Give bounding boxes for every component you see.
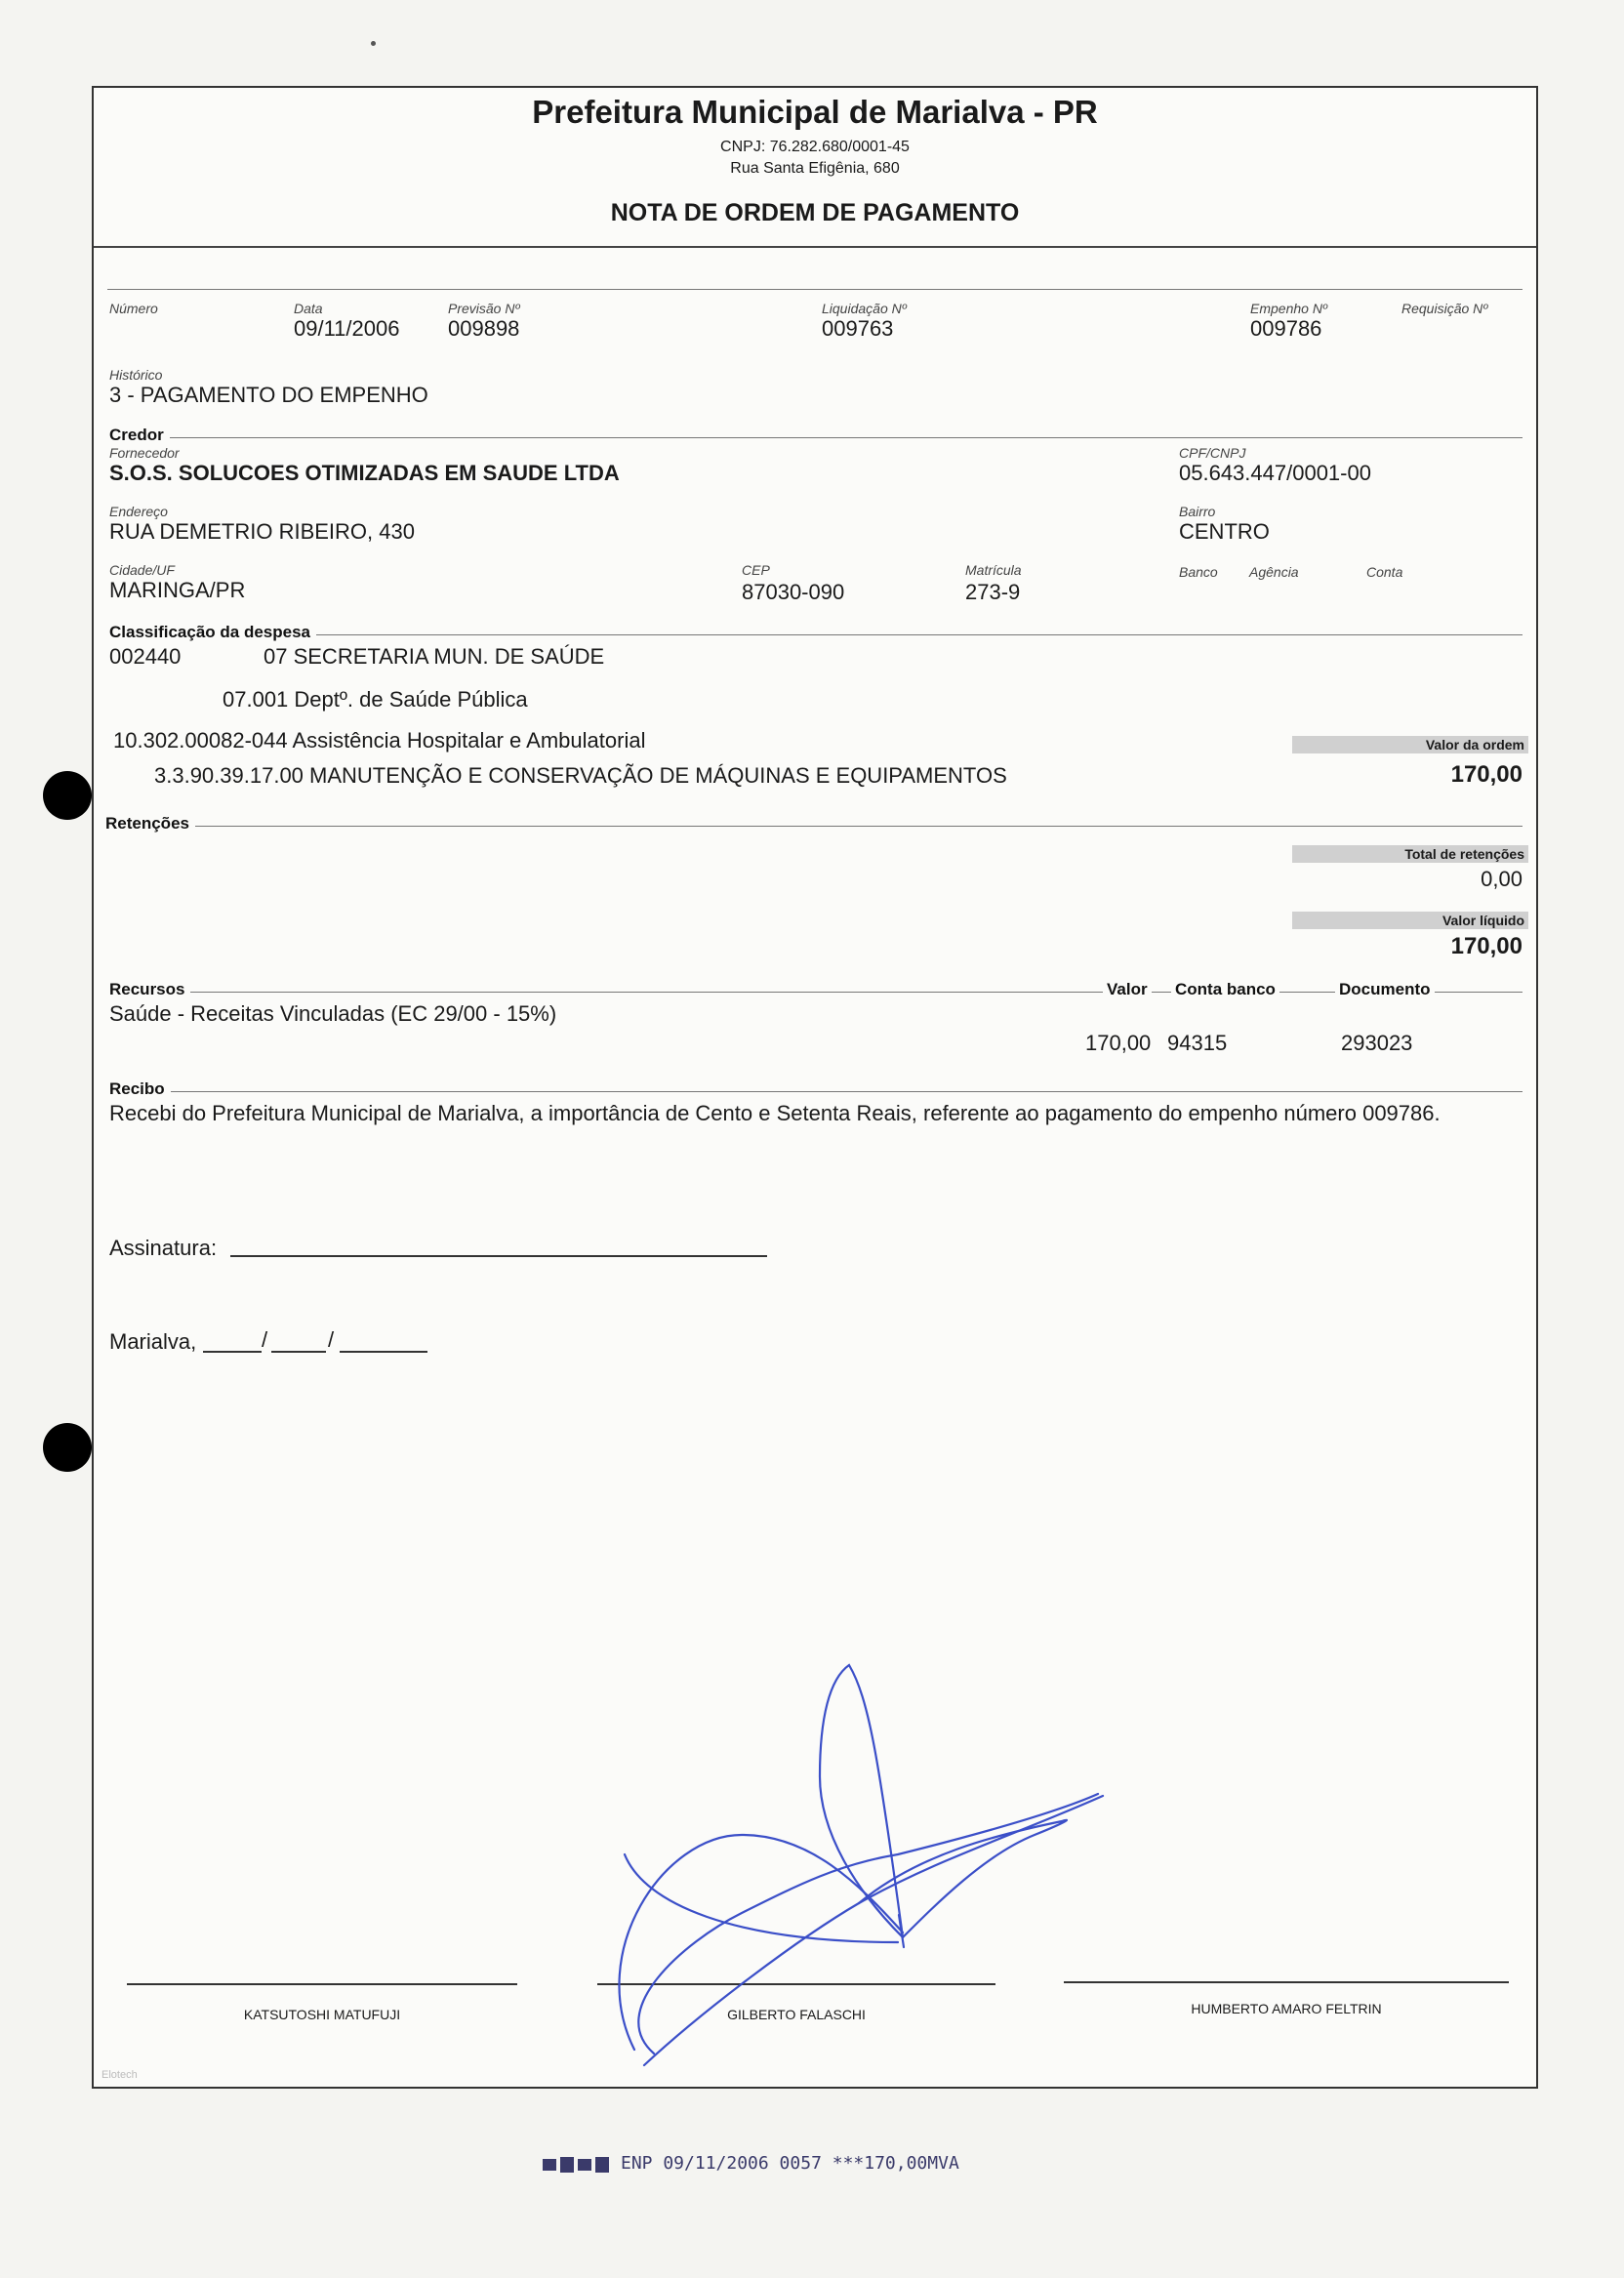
- matricula-label: Matrícula: [965, 562, 1022, 578]
- signatory-3-name: HUMBERTO AMARO FELTRIN: [1191, 2001, 1382, 2016]
- recursos-section-title: Recursos: [109, 980, 190, 999]
- recibo-section-title: Recibo: [109, 1079, 171, 1099]
- historico-value: 3 - PAGAMENTO DO EMPENHO: [109, 383, 428, 407]
- bairro-label: Bairro: [1179, 504, 1216, 519]
- signatory-2-name: GILBERTO FALASCHI: [727, 2007, 866, 2022]
- bank-stamp-text: ENP 09/11/2006 0057 ***170,00MVA: [621, 2153, 959, 2174]
- total-retencoes-label: Total de retenções: [1292, 845, 1528, 863]
- valor-liquido-label: Valor líquido: [1292, 912, 1528, 929]
- recursos-valor-header: Valor: [1103, 980, 1152, 999]
- recibo-text: Recebi do Prefeitura Municipal de Marialva, a importância de Cento e Setenta Reais, referente ao pagamento do empenho número 009786.: [109, 1101, 1441, 1125]
- conta-label: Conta: [1366, 564, 1403, 580]
- bairro-value: CENTRO: [1179, 519, 1270, 544]
- classificacao-section-title: Classificação da despesa: [109, 623, 316, 642]
- cep-value: 87030-090: [742, 580, 845, 604]
- numero-label: Número: [109, 301, 158, 316]
- recursos-conta-header: Conta banco: [1171, 980, 1279, 999]
- recursos-conta: 94315: [1167, 1031, 1228, 1055]
- empenho-value: 009786: [1250, 316, 1322, 341]
- requisicao-label: Requisição Nº: [1401, 301, 1488, 316]
- total-retencoes-value: 0,00: [1481, 867, 1522, 891]
- banco-label: Banco: [1179, 564, 1218, 580]
- date-slash-1: /: [262, 1327, 268, 1352]
- header-address: Rua Santa Efigênia, 680: [730, 160, 900, 177]
- agencia-label: Agência: [1249, 564, 1299, 580]
- cep-label: CEP: [742, 562, 770, 578]
- endereco-label: Endereço: [109, 504, 168, 519]
- valor-ordem-label: Valor da ordem: [1292, 736, 1528, 753]
- assinatura-label: Assinatura:: [109, 1236, 218, 1260]
- liquidacao-label: Liquidação Nº: [822, 301, 907, 316]
- classificacao-secretaria: 07 SECRETARIA MUN. DE SAÚDE: [264, 644, 605, 669]
- valor-ordem-value: 170,00: [1450, 761, 1522, 788]
- data-value: 09/11/2006: [294, 316, 400, 341]
- classificacao-departamento: 07.001 Deptº. de Saúde Pública: [223, 687, 528, 712]
- retencoes-section-title: Retenções: [105, 814, 195, 834]
- signatory-1-name: KATSUTOSHI MATUFUJI: [243, 2007, 401, 2022]
- classificacao-code: 002440: [109, 644, 182, 669]
- document-type-title: NOTA DE ORDEM DE PAGAMENTO: [610, 199, 1020, 226]
- cidade-value: MARINGA/PR: [109, 578, 246, 602]
- fornecedor-value: S.O.S. SOLUCOES OTIMIZADAS EM SAUDE LTDA: [109, 461, 620, 485]
- previsao-label: Previsão Nº: [448, 301, 520, 316]
- empenho-label: Empenho Nº: [1250, 301, 1328, 316]
- date-slash-2: /: [328, 1327, 335, 1352]
- credor-section-title: Credor: [109, 426, 170, 445]
- matricula-value: 273-9: [965, 580, 1021, 604]
- local-label: Marialva,: [109, 1329, 197, 1354]
- data-label: Data: [294, 301, 323, 316]
- liquidacao-value: 009763: [822, 316, 894, 341]
- recursos-documento-header: Documento: [1335, 980, 1435, 999]
- classificacao-programa: 10.302.00082-044 Assistência Hospitalar e Ambulatorial: [113, 728, 646, 753]
- cpf-label: CPF/CNPJ: [1179, 445, 1246, 461]
- recursos-descricao: Saúde - Receitas Vinculadas (EC 29/00 - 15%): [109, 1001, 557, 1026]
- historico-label: Histórico: [109, 367, 163, 383]
- recursos-valor: 170,00: [1085, 1031, 1152, 1055]
- classificacao-elemento: 3.3.90.39.17.00 MANUTENÇÃO E CONSERVAÇÃO DE MÁQUINAS E EQUIPAMENTOS: [154, 763, 1007, 788]
- bank-stamp-logo: [543, 2155, 611, 2179]
- endereco-value: RUA DEMETRIO RIBEIRO, 430: [109, 519, 415, 544]
- cidade-label: Cidade/UF: [109, 562, 175, 578]
- valor-liquido-value: 170,00: [1450, 933, 1522, 959]
- software-mark: Elotech: [102, 2069, 138, 2081]
- page-title: Prefeitura Municipal de Marialva - PR: [532, 94, 1098, 130]
- fornecedor-label: Fornecedor: [109, 445, 180, 461]
- recursos-documento: 293023: [1341, 1031, 1413, 1055]
- cpf-value: 05.643.447/0001-00: [1179, 461, 1371, 485]
- previsao-value: 009898: [448, 316, 520, 341]
- header-cnpj: CNPJ: 76.282.680/0001-45: [720, 139, 910, 155]
